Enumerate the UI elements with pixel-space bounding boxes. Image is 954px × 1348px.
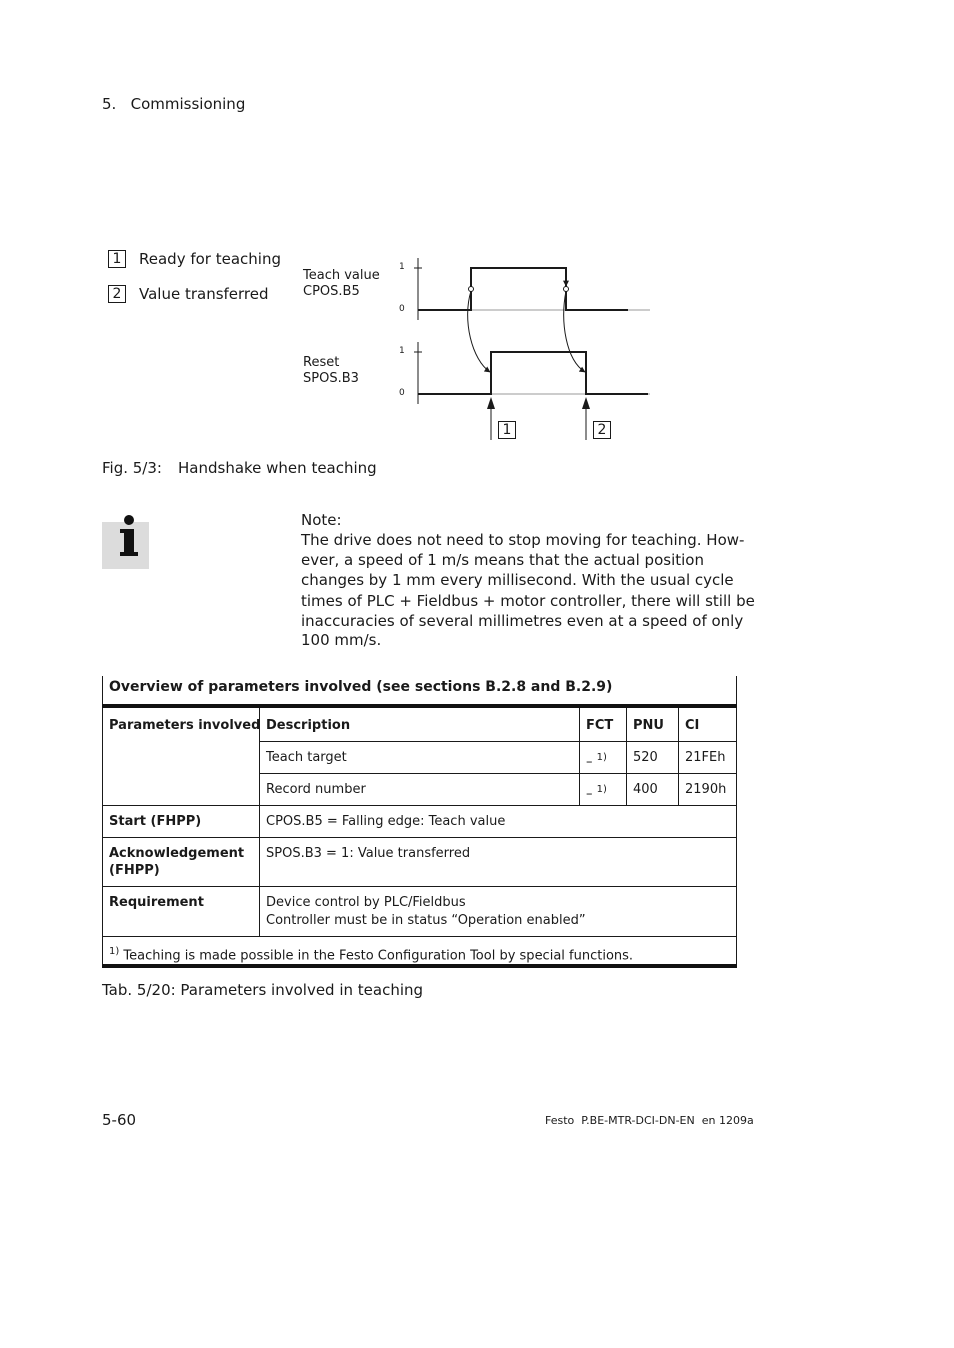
handshake-timing-diagram [0,0,954,460]
header-ci: CI [685,718,700,733]
ack-label-line1: Acknowledgement [109,846,245,861]
row1-fct: – $^{1)}$ [586,752,607,770]
row2-description: Record number [266,782,366,797]
legend-number-2: 2 [108,285,126,303]
signal2-high-tick: 1 [399,346,405,356]
note-title: Note: [301,511,342,529]
signal1-high-tick: 1 [399,262,405,272]
note-line-2: ever, a speed of 1 m/s means that the actual position [301,551,704,569]
figure-number: Fig. 5/3: [102,459,162,477]
diagram-marker-1: 1 [498,421,516,439]
header-pnu: PNU [633,718,664,733]
legend-label-1: Ready for teaching [139,250,281,268]
signal1-label-line2: CPOS.B5 [303,284,360,299]
signal1-low-tick: 0 [399,304,405,314]
header-description: Description [266,718,351,733]
row2-ci: 2190h [685,782,727,797]
document-id: Festo P.BE-MTR-DCI-DN-EN en 1209a [545,1114,754,1127]
ack-label-line2: (FHPP) [109,863,160,878]
figure-title: Handshake when teaching [178,459,377,477]
signal2-label-line1: Reset [303,355,340,370]
table-title: Overview of parameters involved (see sections B.2.8 and B.2.9) [109,679,613,695]
teach-value-waveform [418,268,628,310]
info-glyph-icon [102,510,149,570]
row1-description: Teach target [266,750,347,765]
table-footnote: $^{1)}$ Teaching is made possible in the Festo Configuration Tool by special functions. [109,946,634,964]
row1-ci: 21FEh [685,750,726,765]
section-header: 5. Commissioning [102,95,246,113]
requirement-label: Requirement [109,895,204,910]
table-caption: Tab. 5/20: Parameters involved in teaching [102,981,424,999]
note-line-1: The drive does not need to stop moving for teaching. How- [301,531,745,549]
signal1-label-line1: Teach value [303,268,380,283]
requirement-value-line2: Controller must be in status “Operation enabled” [266,913,586,928]
signal2-low-tick: 0 [399,388,405,398]
row1-pnu: 520 [633,750,658,765]
requirement-value-line1: Device control by PLC/Fieldbus [266,895,466,910]
legend-label-2: Value transferred [139,285,269,303]
row2-fct: – $^{1)}$ [586,784,607,802]
note-line-4: times of PLC + Fieldbus + motor controller, there will still be [301,592,755,610]
legend-number-1: 1 [108,250,126,268]
note-line-6: 100 mm/s. [301,631,382,649]
note-line-3: changes by 1 mm every millisecond. With the usual cycle [301,571,734,589]
start-value: CPOS.B5 = Falling edge: Teach value [266,814,506,829]
row2-pnu: 400 [633,782,658,797]
reset-waveform [418,352,648,394]
note-line-5: inaccuracies of several millimetres even at a speed of only [301,612,744,630]
ack-value: SPOS.B3 = 1: Value transferred [266,846,471,861]
header-parameters: Parameters involved [109,718,261,733]
signal2-label-line2: SPOS.B3 [303,371,359,386]
start-label: Start (FHPP) [109,814,202,829]
header-fct: FCT [586,718,614,733]
page-number: 5-60 [102,1111,137,1129]
diagram-marker-2: 2 [593,421,611,439]
